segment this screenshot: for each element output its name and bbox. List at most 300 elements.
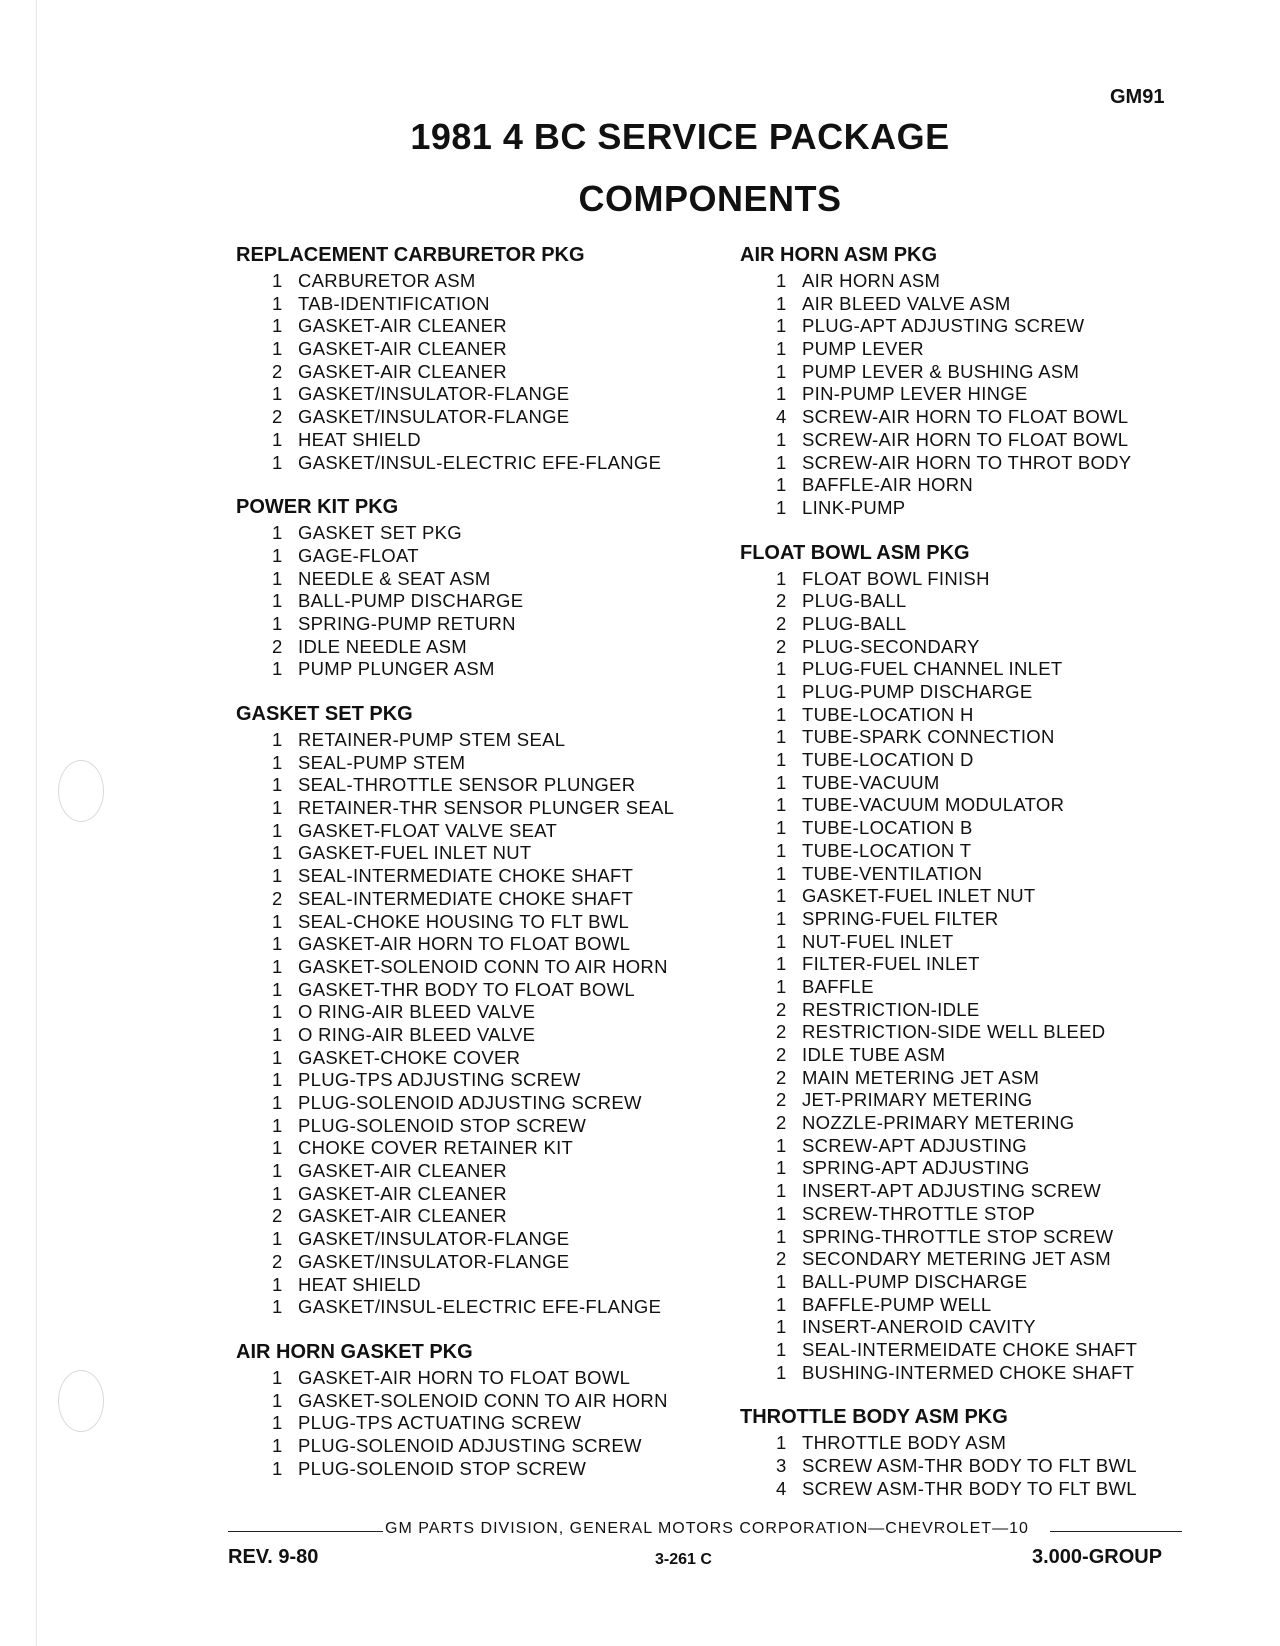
item-quantity: 1: [272, 544, 283, 566]
item-quantity: 1: [776, 930, 787, 952]
item-description: LINK-PUMP: [802, 496, 906, 518]
list-item: [272, 361, 696, 384]
list-item: [776, 1316, 1200, 1339]
item-quantity: 2: [272, 406, 283, 428]
item-description: PUMP LEVER: [802, 338, 924, 360]
item-description: SCREW-THROTTLE STOP: [802, 1202, 1036, 1224]
list-item: [272, 1205, 696, 1228]
item-quantity: 1: [776, 1316, 787, 1338]
list-item: [776, 817, 1200, 840]
item-description: FLOAT BOWL FINISH: [802, 567, 990, 589]
list-item: [272, 911, 696, 934]
parts-section: [740, 538, 1200, 1385]
item-quantity: 2: [776, 1089, 787, 1111]
item-description: HEAT SHIELD: [298, 1273, 421, 1295]
item-quantity: 3: [776, 1455, 787, 1476]
parts-section: [236, 492, 696, 681]
item-description: CHOKE COVER RETAINER KIT: [298, 1137, 574, 1159]
item-description: TUBE-LOCATION D: [802, 749, 974, 771]
item-quantity: 1: [272, 338, 283, 360]
list-item: [776, 338, 1200, 361]
list-item: [272, 1001, 696, 1024]
list-item: [776, 840, 1200, 863]
item-quantity: 1: [776, 474, 787, 496]
item-description: TUBE-VACUUM: [802, 771, 940, 793]
section-title: AIR HORN GASKET PKG: [236, 1340, 473, 1363]
item-quantity: 1: [776, 749, 787, 771]
item-quantity: 1: [272, 819, 283, 841]
item-description: SECONDARY METERING JET ASM: [802, 1248, 1112, 1270]
item-quantity: 1: [776, 428, 787, 450]
page-edge-line: [36, 0, 37, 1646]
item-quantity: 1: [776, 567, 787, 589]
item-description: JET-PRIMARY METERING: [802, 1089, 1033, 1111]
list-item: [776, 1135, 1200, 1158]
item-description: GASKET-AIR CLEANER: [298, 338, 507, 360]
parts-section: [236, 699, 696, 1319]
item-description: PLUG-TPS ADJUSTING SCREW: [298, 1069, 581, 1091]
item-description: TUBE-VENTILATION: [802, 862, 983, 884]
item-description: SPRING-THROTTLE STOP SCREW: [802, 1225, 1114, 1247]
item-description: PLUG-SOLENOID ADJUSTING SCREW: [298, 1434, 642, 1456]
item-quantity: 1: [776, 1432, 787, 1454]
revision-label: REV. 9-80: [228, 1546, 319, 1568]
item-quantity: 1: [776, 839, 787, 861]
item-description: PUMP LEVER & BUSHING ASM: [802, 360, 1080, 382]
item-description: FILTER-FUEL INLET: [802, 953, 980, 975]
item-description: SPRING-FUEL FILTER: [802, 907, 999, 929]
item-description: GASKET-THR BODY TO FLOAT BOWL: [298, 978, 635, 1000]
item-description: PLUG-SOLENOID ADJUSTING SCREW: [298, 1092, 642, 1113]
item-description: PLUG-SOLENOID STOP SCREW: [298, 1114, 587, 1136]
item-quantity: 1: [272, 270, 283, 291]
item-description: CARBURETOR ASM: [298, 270, 476, 291]
item-quantity: 1: [776, 360, 787, 382]
item-description: INSERT-ANEROID CAVITY: [802, 1316, 1036, 1338]
list-item: [272, 568, 696, 591]
item-quantity: 1: [776, 1293, 787, 1315]
list-item: [776, 1203, 1200, 1226]
item-description: SCREW-AIR HORN TO THROT BODY: [802, 451, 1132, 473]
item-description: SEAL-CHOKE HOUSING TO FLT BWL: [298, 910, 630, 932]
list-item: [272, 545, 696, 568]
list-item: [272, 658, 696, 681]
item-description: GASKET/INSUL-ELECTRIC EFE-FLANGE: [298, 1296, 662, 1318]
parts-section: [740, 240, 1200, 520]
list-item: [776, 1112, 1200, 1135]
item-description: GASKET-AIR CLEANER: [298, 1182, 507, 1204]
item-quantity: 1: [272, 933, 283, 955]
item-description: GASKET-AIR HORN TO FLOAT BOWL: [298, 933, 631, 955]
item-quantity: 1: [776, 907, 787, 929]
list-item: [776, 976, 1200, 999]
item-quantity: 1: [776, 771, 787, 793]
item-quantity: 1: [776, 726, 787, 748]
item-description: PLUG-SOLENOID STOP SCREW: [298, 1457, 587, 1479]
item-description: TUBE-SPARK CONNECTION: [802, 726, 1055, 748]
item-description: INSERT-APT ADJUSTING SCREW: [802, 1180, 1102, 1202]
parts-section: [236, 240, 696, 474]
list-item: [776, 1089, 1200, 1112]
item-description: BAFFLE: [802, 975, 874, 997]
item-quantity: 2: [776, 998, 787, 1020]
item-description: HEAT SHIELD: [298, 428, 421, 450]
list-item: [776, 863, 1200, 886]
item-description: TUBE-LOCATION H: [802, 703, 974, 725]
item-description: TUBE-LOCATION B: [802, 817, 973, 839]
item-quantity: 1: [776, 794, 787, 816]
section-title: FLOAT BOWL ASM PKG: [740, 541, 970, 564]
list-item: [272, 1024, 696, 1047]
parts-list: [236, 729, 696, 1319]
item-quantity: 1: [776, 1180, 787, 1202]
item-description: SCREW-APT ADJUSTING: [802, 1134, 1027, 1156]
list-item: [272, 1228, 696, 1251]
item-description: GASKET/INSULATOR-FLANGE: [298, 1250, 570, 1272]
item-quantity: 1: [272, 1273, 283, 1295]
list-item: [776, 1271, 1200, 1294]
item-quantity: 2: [272, 1205, 283, 1227]
item-quantity: 1: [776, 953, 787, 975]
item-quantity: 1: [776, 1157, 787, 1179]
item-quantity: 1: [272, 1182, 283, 1204]
item-quantity: 1: [272, 1137, 283, 1159]
item-description: RETAINER-PUMP STEM SEAL: [298, 729, 566, 750]
item-description: TUBE-VACUUM MODULATOR: [802, 794, 1065, 816]
list-item: [776, 931, 1200, 954]
item-quantity: 1: [272, 865, 283, 887]
list-item: [272, 1435, 696, 1458]
section-title: THROTTLE BODY ASM PKG: [740, 1406, 1008, 1429]
item-description: GASKET/INSULATOR-FLANGE: [298, 406, 570, 428]
item-description: PLUG-BALL: [802, 612, 907, 634]
item-quantity: 1: [272, 428, 283, 450]
item-quantity: 1: [272, 1412, 283, 1434]
parts-section: [236, 1337, 696, 1480]
footer-rule-right: [1050, 1531, 1182, 1532]
item-quantity: 4: [776, 406, 787, 428]
item-description: BAFFLE-PUMP WELL: [802, 1293, 992, 1315]
list-item: [776, 1248, 1200, 1271]
list-item: [776, 1362, 1200, 1385]
list-item: [272, 1390, 696, 1413]
item-quantity: 4: [776, 1477, 787, 1499]
list-item: [272, 979, 696, 1002]
list-item: [272, 1092, 696, 1115]
item-description: SEAL-INTERMEIDATE CHOKE SHAFT: [802, 1338, 1138, 1360]
list-item: [272, 613, 696, 636]
list-item: [776, 885, 1200, 908]
item-quantity: 1: [272, 383, 283, 405]
item-quantity: 2: [776, 612, 787, 634]
list-item: [776, 681, 1200, 704]
list-item: [272, 933, 696, 956]
right-column: [740, 240, 1200, 1518]
list-item: [272, 338, 696, 361]
item-quantity: 1: [776, 658, 787, 680]
item-description: PLUG-BALL: [802, 590, 907, 612]
item-quantity: 1: [272, 978, 283, 1000]
item-quantity: 1: [776, 338, 787, 360]
page-number: 3-261 C: [655, 1551, 712, 1568]
item-quantity: 2: [272, 635, 283, 657]
list-item: [776, 1339, 1200, 1362]
list-item: [272, 1412, 696, 1435]
item-quantity: 1: [776, 315, 787, 337]
item-quantity: 1: [776, 451, 787, 473]
list-item: [776, 794, 1200, 817]
item-description: TAB-IDENTIFICATION: [298, 292, 490, 314]
item-description: BALL-PUMP DISCHARGE: [298, 590, 524, 612]
item-quantity: 1: [272, 1434, 283, 1456]
item-description: GAGE-FLOAT: [298, 544, 419, 566]
item-description: RESTRICTION-SIDE WELL BLEED: [802, 1021, 1106, 1043]
list-item: [272, 865, 696, 888]
item-quantity: 1: [272, 1114, 283, 1136]
item-description: IDLE TUBE ASM: [802, 1044, 946, 1065]
item-quantity: 1: [272, 1389, 283, 1411]
item-description: SPRING-APT ADJUSTING: [802, 1157, 1030, 1179]
item-quantity: 1: [272, 1092, 283, 1113]
list-item: [272, 1047, 696, 1070]
section-title: POWER KIT PKG: [236, 496, 399, 519]
item-quantity: 1: [776, 1338, 787, 1360]
footer-corporation: GM PARTS DIVISION, GENERAL MOTORS CORPORATION—CHEVROLET—10: [385, 1520, 1029, 1537]
list-item: [776, 361, 1200, 384]
list-item: [272, 406, 696, 429]
punch-hole: [58, 1370, 104, 1432]
item-description: RESTRICTION-IDLE: [802, 998, 980, 1020]
list-item: [272, 1160, 696, 1183]
list-item: [776, 1180, 1200, 1203]
parts-list: [740, 1432, 1200, 1500]
list-item: [272, 842, 696, 865]
item-description: SCREW-AIR HORN TO FLOAT BOWL: [802, 406, 1129, 428]
list-item: [272, 1274, 696, 1297]
item-description: GASKET-AIR HORN TO FLOAT BOWL: [298, 1366, 631, 1388]
item-quantity: 1: [272, 1069, 283, 1091]
item-quantity: 1: [272, 797, 283, 819]
item-description: SPRING-PUMP RETURN: [298, 612, 516, 634]
list-item: [776, 613, 1200, 636]
item-quantity: 2: [776, 635, 787, 657]
item-description: GASKET/INSUL-ELECTRIC EFE-FLANGE: [298, 451, 662, 473]
list-item: [776, 497, 1200, 520]
item-quantity: 2: [776, 1066, 787, 1088]
item-quantity: 1: [776, 885, 787, 907]
item-quantity: 2: [272, 360, 283, 382]
list-item: [272, 1115, 696, 1138]
item-quantity: 1: [776, 1361, 787, 1383]
item-quantity: 1: [272, 842, 283, 864]
item-description: PLUG-SECONDARY: [802, 635, 980, 657]
item-quantity: 1: [776, 496, 787, 518]
item-description: AIR BLEED VALVE ASM: [802, 292, 1011, 314]
item-description: RETAINER-THR SENSOR PLUNGER SEAL: [298, 797, 675, 819]
item-quantity: 1: [272, 751, 283, 773]
list-item: [272, 429, 696, 452]
item-quantity: 1: [776, 270, 787, 291]
list-item: [272, 315, 696, 338]
list-item: [272, 797, 696, 820]
item-quantity: 1: [272, 1457, 283, 1479]
list-item: [776, 1067, 1200, 1090]
section-title: REPLACEMENT CARBURETOR PKG: [236, 244, 585, 266]
item-quantity: 2: [776, 1248, 787, 1270]
item-quantity: 2: [776, 1112, 787, 1134]
parts-section: [740, 1402, 1200, 1500]
list-item: [776, 315, 1200, 338]
item-quantity: 1: [776, 1202, 787, 1224]
item-quantity: 1: [776, 292, 787, 314]
list-item: [776, 1044, 1200, 1067]
item-quantity: 1: [272, 522, 283, 544]
item-description: PIN-PUMP LEVER HINGE: [802, 383, 1028, 405]
list-item: [776, 1226, 1200, 1249]
list-item: [272, 1137, 696, 1160]
item-quantity: 1: [272, 315, 283, 337]
item-description: GASKET-AIR CLEANER: [298, 1205, 507, 1227]
item-description: SEAL-INTERMEDIATE CHOKE SHAFT: [298, 865, 634, 887]
item-description: NEEDLE & SEAT ASM: [298, 567, 491, 589]
item-description: GASKET SET PKG: [298, 522, 462, 544]
group-label: 3.000-GROUP: [1032, 1546, 1163, 1568]
left-column: [236, 240, 696, 1498]
list-item: [776, 704, 1200, 727]
footer-rule-left: [228, 1531, 383, 1532]
list-item: [776, 1455, 1200, 1478]
list-item: [776, 1478, 1200, 1501]
list-item: [272, 774, 696, 797]
item-quantity: 1: [272, 1366, 283, 1388]
item-description: PLUG-TPS ACTUATING SCREW: [298, 1412, 582, 1434]
item-description: GASKET-FUEL INLET NUT: [802, 885, 1036, 907]
item-description: SEAL-THROTTLE SENSOR PLUNGER: [298, 774, 636, 796]
item-quantity: 1: [272, 612, 283, 634]
item-quantity: 1: [272, 451, 283, 473]
punch-hole: [58, 760, 104, 822]
item-quantity: 1: [272, 1228, 283, 1250]
item-description: O RING-AIR BLEED VALVE: [298, 1023, 536, 1045]
item-quantity: 2: [776, 1021, 787, 1043]
item-description: SEAL-PUMP STEM: [298, 751, 466, 773]
list-item: [272, 1296, 696, 1319]
item-description: BALL-PUMP DISCHARGE: [802, 1270, 1028, 1292]
list-item: [776, 474, 1200, 497]
item-description: TUBE-LOCATION T: [802, 839, 972, 861]
list-item: [272, 729, 696, 752]
item-description: PLUG-FUEL CHANNEL INLET: [802, 658, 1063, 680]
item-description: GASKET-FLOAT VALVE SEAT: [298, 819, 558, 841]
item-description: GASKET-AIR CLEANER: [298, 315, 507, 337]
item-quantity: 1: [272, 1001, 283, 1023]
section-title: GASKET SET PKG: [236, 703, 413, 725]
item-quantity: 1: [272, 910, 283, 932]
item-quantity: 1: [776, 383, 787, 405]
item-quantity: 1: [272, 774, 283, 796]
item-description: O RING-AIR BLEED VALVE: [298, 1001, 536, 1023]
item-quantity: 1: [272, 955, 283, 977]
list-item: [776, 1157, 1200, 1180]
item-description: GASKET-SOLENOID CONN TO AIR HORN: [298, 955, 668, 977]
item-quantity: 1: [776, 862, 787, 884]
item-description: GASKET-AIR CLEANER: [298, 1160, 507, 1182]
item-description: BUSHING-INTERMED CHOKE SHAFT: [802, 1361, 1135, 1383]
list-item: [776, 1432, 1200, 1455]
list-item: [776, 749, 1200, 772]
item-description: NUT-FUEL INLET: [802, 930, 954, 952]
section-title: AIR HORN ASM PKG: [740, 244, 938, 266]
item-description: PLUG-PUMP DISCHARGE: [802, 681, 1033, 702]
item-quantity: 1: [776, 681, 787, 702]
page-subtitle: COMPONENTS: [578, 178, 842, 219]
item-quantity: 1: [272, 590, 283, 612]
list-item: [272, 522, 696, 545]
item-quantity: 1: [776, 975, 787, 997]
list-item: [272, 590, 696, 613]
item-quantity: 1: [776, 1225, 787, 1247]
item-quantity: 1: [272, 1046, 283, 1068]
list-item: [272, 752, 696, 775]
parts-list: [236, 270, 696, 474]
item-quantity: 2: [272, 887, 283, 909]
item-quantity: 2: [776, 590, 787, 612]
item-description: BAFFLE-AIR HORN: [802, 474, 974, 496]
item-description: SCREW ASM-THR BODY TO FLT BWL: [802, 1477, 1137, 1499]
item-quantity: 1: [272, 1023, 283, 1045]
item-quantity: 2: [272, 1250, 283, 1272]
document-id: GM91: [1110, 86, 1165, 108]
item-quantity: 1: [776, 1270, 787, 1292]
list-item: [272, 452, 696, 475]
list-item: [776, 908, 1200, 931]
list-item: [776, 772, 1200, 795]
list-item: [272, 1069, 696, 1092]
list-item: [776, 1021, 1200, 1044]
parts-list: [236, 522, 696, 681]
item-quantity: 1: [272, 658, 283, 680]
item-quantity: 1: [272, 729, 283, 750]
item-description: PUMP PLUNGER ASM: [298, 658, 495, 680]
list-item: [272, 1183, 696, 1206]
item-quantity: 1: [272, 1296, 283, 1318]
list-item: [272, 1367, 696, 1390]
list-item: [272, 820, 696, 843]
list-item: [272, 888, 696, 911]
item-description: SEAL-INTERMEDIATE CHOKE SHAFT: [298, 887, 634, 909]
list-item: [272, 293, 696, 316]
item-quantity: 1: [776, 703, 787, 725]
list-item: [776, 590, 1200, 613]
item-description: GASKET-SOLENOID CONN TO AIR HORN: [298, 1389, 668, 1411]
item-quantity: 1: [776, 1134, 787, 1156]
list-item: [776, 270, 1200, 293]
item-description: GASKET/INSULATOR-FLANGE: [298, 1228, 570, 1250]
list-item: [776, 383, 1200, 406]
item-quantity: 1: [272, 1160, 283, 1182]
list-item: [272, 1251, 696, 1274]
item-description: SCREW-AIR HORN TO FLOAT BOWL: [802, 428, 1129, 450]
list-item: [776, 406, 1200, 429]
parts-list: [236, 1367, 696, 1480]
item-quantity: 1: [272, 292, 283, 314]
list-item: [776, 999, 1200, 1022]
list-item: [776, 658, 1200, 681]
list-item: [776, 1294, 1200, 1317]
list-item: [272, 956, 696, 979]
item-description: NOZZLE-PRIMARY METERING: [802, 1112, 1075, 1134]
list-item: [776, 429, 1200, 452]
